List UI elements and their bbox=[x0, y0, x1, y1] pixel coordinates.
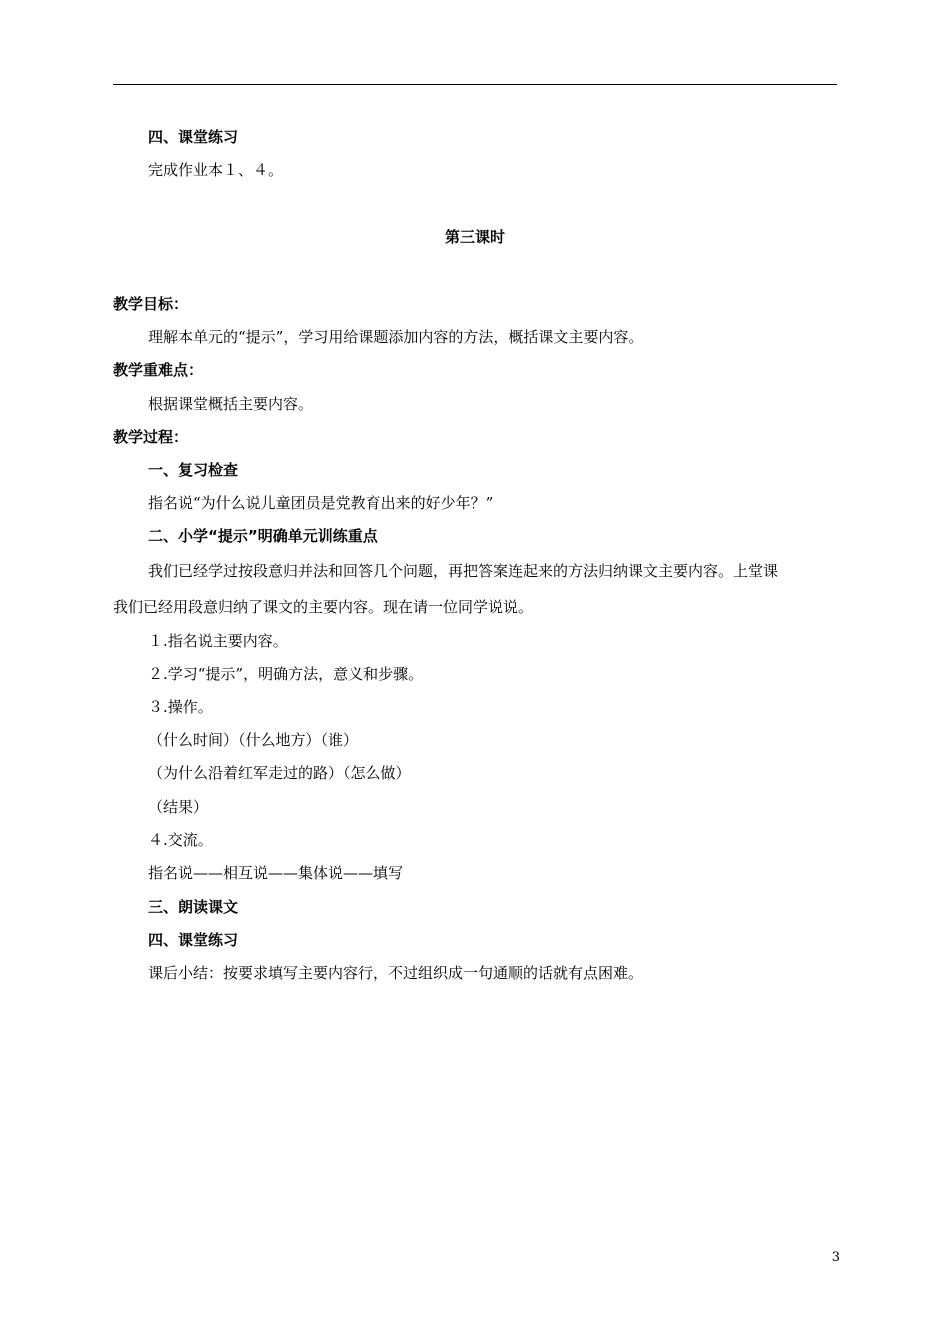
lesson-title: 第三课时 bbox=[444, 228, 505, 246]
label-key-difficulty: 教学重难点： bbox=[113, 361, 204, 379]
list-item: ２.学习“提示”，明确方法，意义和步骤。 bbox=[148, 665, 424, 683]
section-heading-exercise-2: 四、课堂练习 bbox=[148, 931, 239, 949]
label-teaching-goal: 教学目标： bbox=[113, 295, 189, 313]
summary-paragraph: 课后小结：按要求填写主要内容行，不过组织成一句通顺的话就有点困难。 bbox=[148, 964, 644, 982]
section-heading-tips: 二、小学“提示”明确单元训练重点 bbox=[148, 527, 378, 545]
page-number: 3 bbox=[831, 1250, 840, 1265]
section-heading-exercise: 四、课堂练习 bbox=[148, 128, 239, 146]
operation-line: （为什么沿着红军走过的路）（怎么做） bbox=[148, 764, 411, 782]
paragraph: 理解本单元的“提示”，学习用给课题添加内容的方法，概括课文主要内容。 bbox=[148, 328, 644, 346]
paragraph: 我们已经学过按段意归并法和回答几个问题，再把答案连起来的方法归纳课文主要内容。上堂课 bbox=[148, 562, 779, 580]
list-item: ４.交流。 bbox=[148, 831, 213, 849]
paragraph: 完成作业本１、４。 bbox=[148, 161, 284, 179]
paragraph: 根据课堂概括主要内容。 bbox=[148, 395, 314, 413]
section-heading-review: 一、复习检查 bbox=[148, 461, 239, 479]
list-item: ３.操作。 bbox=[148, 698, 213, 716]
paragraph: 指名说——相互说——集体说——填写 bbox=[148, 864, 404, 882]
list-item: １.指名说主要内容。 bbox=[148, 632, 288, 650]
paragraph-continuation: 我们已经用段意归纳了课文的主要内容。现在请一位同学说说。 bbox=[113, 598, 534, 616]
label-teaching-process: 教学过程： bbox=[113, 428, 189, 446]
operation-line: （什么时间）（什么地方）（谁） bbox=[148, 731, 359, 749]
operation-line: （结果） bbox=[148, 798, 209, 816]
section-heading-reading: 三、朗读课文 bbox=[148, 898, 239, 916]
paragraph: 指名说“为什么说儿童团员是党教育出来的好少年？” bbox=[148, 494, 494, 512]
header-rule bbox=[113, 84, 837, 85]
